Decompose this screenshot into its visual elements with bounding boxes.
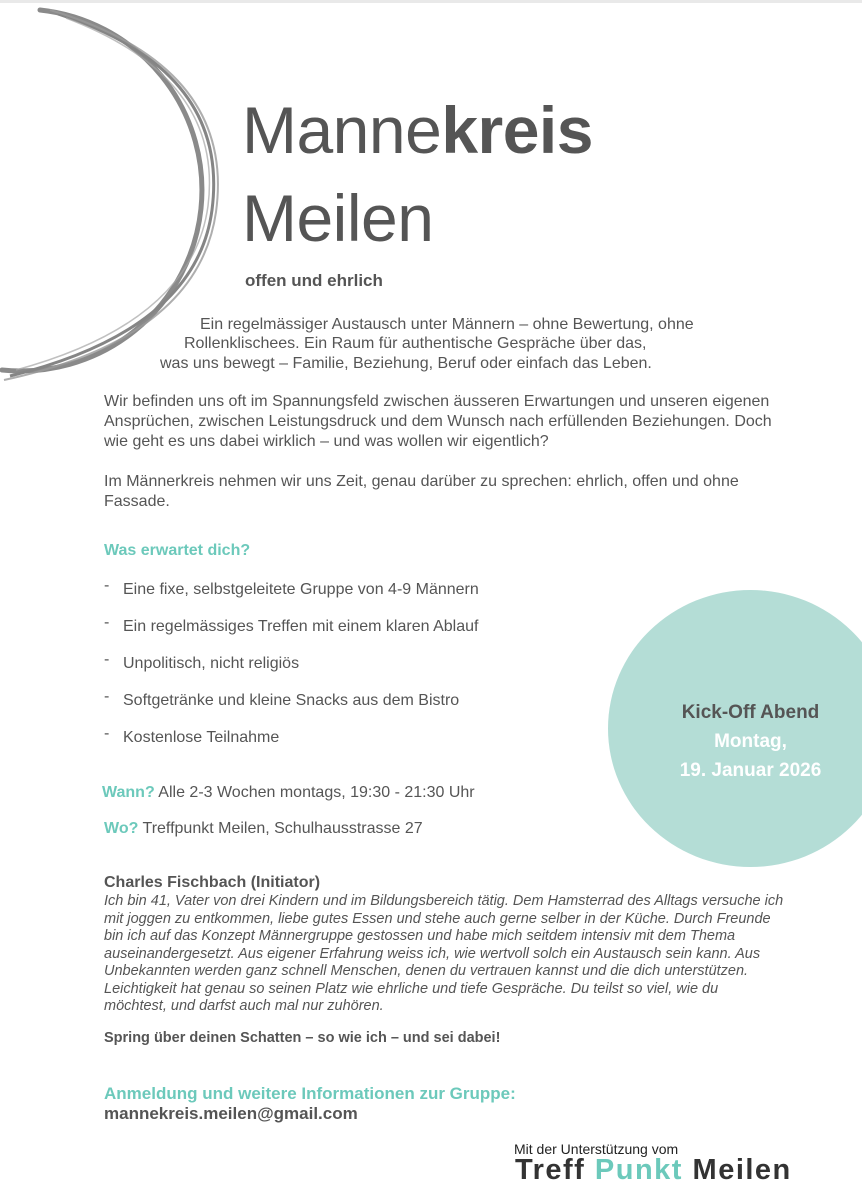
bio-cta: Spring über deinen Schatten – so wie ich – und sei dabei! (104, 1030, 501, 1046)
intro-line-3: was uns bewegt – Familie, Beziehung, Beruf oder einfach das Leben. (160, 355, 652, 372)
intro-line-1: Ein regelmässiger Austausch unter Männern – ohne Bewertung, ohne (200, 316, 694, 333)
paragraph-1: Wir befinden uns oft im Spannungsfeld zwischen äusseren Erwartungen und unseren eigenen Ansprüchen, zwischen Leistungsdruck und dem Wunsch nach erfüllenden Beziehungen. Doch wie geht es uns dabei wirklich – und was wollen wir eigentlich? (104, 393, 772, 450)
list-item: - Ein regelmässiges Treffen mit einem klaren Ablauf (104, 614, 479, 635)
list-item: - Kostenlose Teilnahme (104, 725, 280, 746)
kickoff-title: Kick-Off Abend (681, 702, 820, 723)
kickoff-day: Montag, (714, 731, 787, 752)
list-item: - Eine fixe, selbstgeleitete Gruppe von 4-9 Männern (104, 577, 479, 598)
registration-heading: Anmeldung und weitere Informationen zur Gruppe: (104, 1084, 516, 1103)
where-info (104, 820, 423, 838)
bio-text: Ich bin 41, Vater von drei Kindern und im Bildungsbereich tätig. Dem Hamsterrad des Alltags versuche ich mit joggen zu entkommen, liebe gutes Essen und stehe auch gerne selber in der Küche. Durch Freunde bin ich auf das Konzept Männergruppe gestossen und habe mich seitdem intensiv mit dem Thema auseinandergesetzt. Aus eigener Erfahrung weiss ich, wie wertvoll solch ein Austausch sein kann. Aus Unbekannten werden ganz schnell Menschen, denen du vertrauen kannst und die dich unterstützen. Leichtigkeit hat genau so seinen Platz wie ehrliche und tiefe Gespräche. Du teilst so viel, wie du möchtest, und darfst auch mal nur zuhören. (104, 893, 784, 1014)
sponsor-logo: Treff Punkt Meilen (515, 1154, 792, 1186)
list-item: - Unpolitisch, nicht religiös (104, 651, 300, 672)
when-value: Alle 2-3 Wochen montags, 19:30 - 21:30 Uhr (158, 784, 475, 801)
where-label: Wo? (104, 820, 139, 837)
dash-marker: - (104, 688, 110, 705)
page-subtitle: offen und ehrlich (245, 271, 383, 290)
where-value: Treffpunkt Meilen, Schulhausstrasse 27 (142, 820, 423, 837)
bio-name: Charles Fischbach (Initiator) (104, 874, 321, 891)
dash-marker: - (104, 725, 110, 742)
intro-line-2: Rollenklischees. Ein Raum für authentische Gespräche über das, (184, 335, 647, 352)
page-title (242, 86, 593, 262)
title-line2: Meilen (242, 181, 434, 255)
dash-marker: - (104, 614, 110, 631)
sponsor-text: Mit der Unterstützung vom (514, 1141, 679, 1157)
registration-email[interactable]: mannekreis.meilen@gmail.com (104, 1104, 358, 1123)
title-regular: Manne (242, 93, 442, 167)
expect-heading: Was erwartet dich? (104, 542, 251, 559)
paragraph-2: Im Männerkreis nehmen wir uns Zeit, genau darüber zu sprechen: ehrlich, offen und ohne Fassade. (104, 473, 739, 510)
dash-marker: - (104, 651, 110, 668)
kickoff-date: 19. Januar 2026 (679, 760, 822, 781)
list-item: - Softgetränke und kleine Snacks aus dem Bistro (104, 688, 460, 709)
title-bold: kreis (441, 93, 593, 167)
when-label: Wann? (102, 784, 155, 801)
when-info (102, 784, 475, 802)
kickoff-text (608, 698, 862, 785)
dash-marker: - (104, 577, 110, 594)
